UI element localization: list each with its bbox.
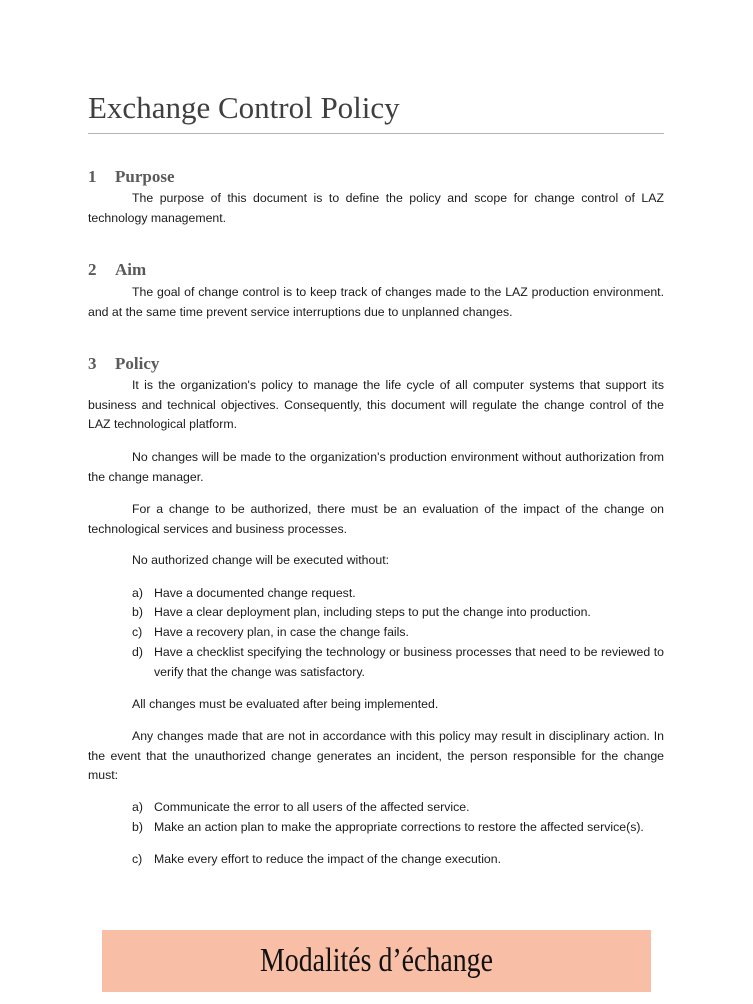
title-underline: [88, 133, 664, 134]
list-item-text: Have a documented change request.: [154, 586, 356, 600]
list-item-text: Make an action plan to make the appropriate corrections to restore the affected service(s).: [154, 820, 644, 834]
section-heading-purpose: [88, 167, 175, 187]
list-item: [132, 584, 664, 604]
list-item: [132, 603, 664, 623]
policy-paragraph: All changes must be evaluated after being implemented.: [132, 697, 439, 711]
section-number: 1: [88, 167, 97, 186]
banner-title: Modalités d’échange: [259, 942, 494, 979]
section-title: Policy: [115, 354, 160, 373]
document-title: Exchange Control Policy: [88, 90, 400, 125]
list-item-text: Have a checklist specifying the technology or business processes that need to be reviewed to verify that the change was satisfactory.: [154, 645, 664, 679]
list-marker: d): [132, 645, 143, 659]
list-item: [132, 623, 664, 643]
section-title: Purpose: [115, 167, 175, 186]
policy-paragraph: It is the organization's policy to manage the life cycle of all computer systems that support its business and technical objectives. Consequently, this document will regulate the change control of the LAZ technological platform.: [88, 378, 664, 431]
list-item-text: Have a recovery plan, in case the change fails.: [154, 625, 409, 639]
list-marker: c): [132, 625, 143, 639]
list-marker: a): [132, 800, 143, 814]
purpose-paragraph: The purpose of this document is to define the policy and scope for change control of LAZ technology management.: [88, 191, 664, 225]
policy-paragraph: No changes will be made to the organization's production environment without authorization from the change manager.: [88, 450, 664, 484]
section-heading-aim: [88, 260, 146, 280]
section-title: Aim: [115, 260, 147, 279]
list-item: [132, 850, 664, 870]
caption-banner: [102, 930, 651, 992]
list-marker: c): [132, 852, 143, 866]
section-number: 2: [88, 260, 97, 279]
aim-paragraph: The goal of change control is to keep track of changes made to the LAZ production environment. and at the same time prevent service interruptions due to unplanned changes.: [88, 285, 664, 319]
section-heading-policy: [88, 354, 159, 374]
list-item-text: Communicate the error to all users of the affected service.: [154, 800, 470, 814]
policy-paragraph: Any changes made that are not in accordance with this policy may result in disciplinary action. In the event that the unauthorized change generates an incident, the person responsible for the change must:: [88, 729, 664, 782]
list-item-text: Have a clear deployment plan, including steps to put the change into production.: [154, 605, 591, 619]
list-item-text: Make every effort to reduce the impact of the change execution.: [154, 852, 502, 866]
list-item: [132, 798, 664, 818]
list-marker: b): [132, 605, 143, 619]
policy-paragraph: No authorized change will be executed without:: [132, 553, 390, 567]
list-item: [132, 818, 664, 838]
list-marker: a): [132, 586, 143, 600]
list-marker: b): [132, 820, 143, 834]
policy-paragraph: For a change to be authorized, there must be an evaluation of the impact of the change on technological services and business processes.: [88, 502, 664, 536]
section-number: 3: [88, 354, 97, 373]
list-item: [132, 643, 664, 682]
